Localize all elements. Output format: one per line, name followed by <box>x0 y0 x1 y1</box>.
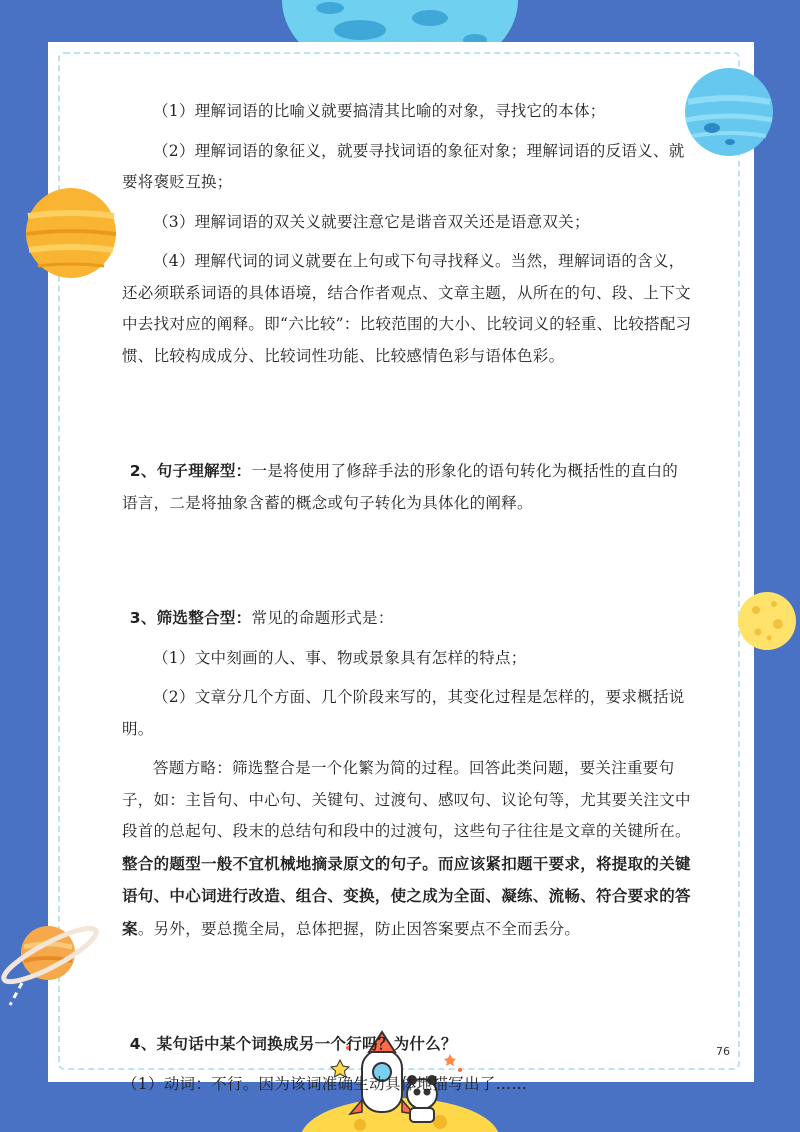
section-2-text: 一是将使用了修辞手法的形象化的语句转化为概括性的直白的语言，二是将抽象含蓄的概念或句子转化为具体化的阐释。 <box>122 462 679 512</box>
paragraph-3: （3）理解词语的双关义就要注意它是谐音双关还是语意双关； <box>153 212 590 231</box>
yellow-moon-icon <box>736 590 798 652</box>
section-3 <box>122 603 692 635</box>
section-4-heading: 4、某句话中某个词换成另一个行吗？为什么？ <box>129 1035 457 1053</box>
section-3-heading: 3、筛选整合型： <box>129 609 252 627</box>
method-text-a: 答题方略：筛选整合是一个化繁为简的过程。回答此类问题，要关注重要句子，如：主旨句、中心句、关键句、过渡句、感叹句、议论句等，尤其要关注文中段首的总起句、段末的总结句和段中的过渡句，这些句子往往是文章的关键所在。 <box>122 759 691 840</box>
striped-blue-planet-icon <box>684 66 774 158</box>
section-3-text: 常见的命题形式是： <box>251 609 394 627</box>
section-4-item-1: （1）动词：不行。因为该词准确生动具体地描写出了…… <box>122 1074 528 1093</box>
ringed-planet-icon <box>0 905 110 1015</box>
section-3-item-1: （1）文中刻画的人、事、物或景象具有怎样的特点； <box>153 648 527 667</box>
paragraph-4: （4）理解代词的词义就要在上句或下句寻找释义。当然，理解词语的含义，还必须联系词语的具体语境，结合作者观点、文章主题，从所在的句、段、上下文中去找对应的阐释。即“六比较”：比较范围的大小、比较词义的轻重、比较搭配习惯、比较构成成分、比较词性功能、比较感情色彩与语体色彩。 <box>122 252 692 365</box>
document-body <box>122 96 692 1100</box>
section-3-item-2: （2）文章分几个方面、几个阶段来写的，其变化过程是怎样的，要求概括说明。 <box>122 688 685 738</box>
section-2-heading: 2、句子理解型： <box>129 462 252 480</box>
page-number: 76 <box>716 1045 730 1058</box>
section-2 <box>122 456 692 519</box>
paragraph-2: （2）理解词语的象征义，就要寻找词语的象征对象；理解词语的反语义、就要将褒贬互换； <box>122 141 685 191</box>
orange-planet-icon <box>24 186 118 280</box>
method-text-bold: 整合的题型一般不宜机械地摘录原文的句子。而应该紧扣题干要求，将提取的关键语句、中心词进行改造、组合、变换，使之成为全面、凝练、流畅、符合要求的答案 <box>122 853 691 938</box>
section-3-method <box>122 753 692 945</box>
paragraph-1: （1）理解词语的比喻义就要搞清其比喻的对象，寻找它的本体； <box>153 102 606 120</box>
method-text-c: 。另外，要总揽全局，总体把握，防止因答案要点不全而丢分。 <box>137 919 581 938</box>
